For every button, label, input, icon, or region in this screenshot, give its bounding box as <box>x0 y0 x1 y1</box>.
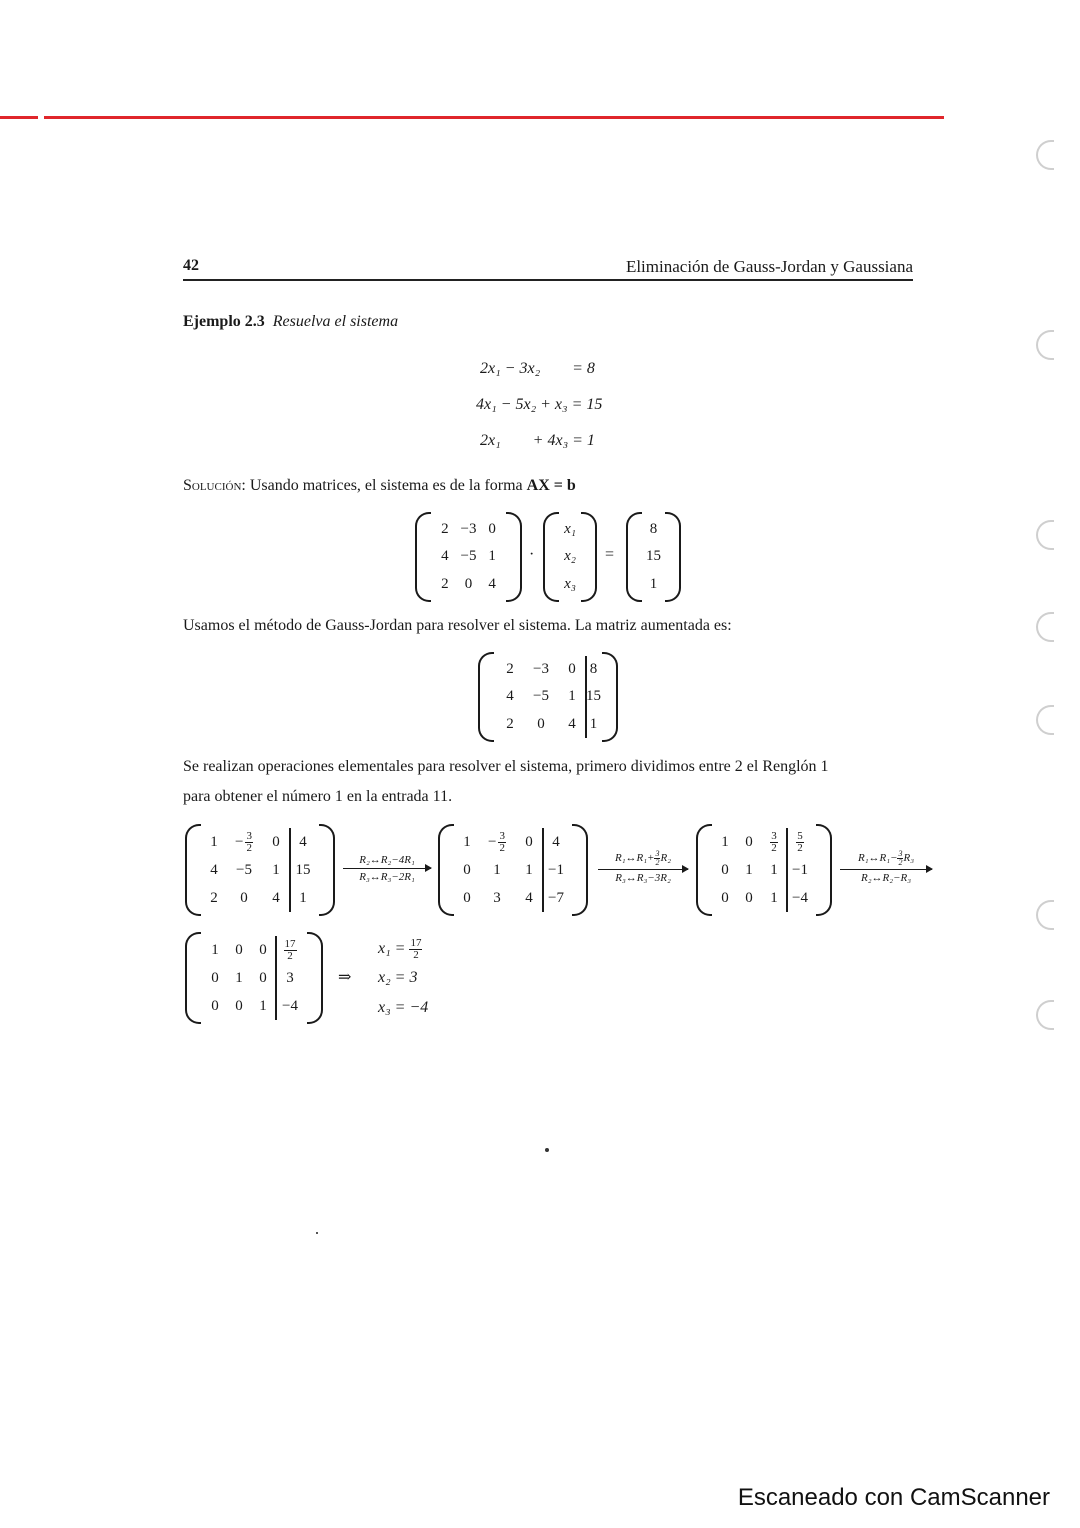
matrix-cell: 1 <box>488 548 496 565</box>
matrix-cell: 0 <box>745 833 753 850</box>
matrix-cell: 0 <box>259 969 267 986</box>
frac-num: 3 <box>246 829 252 842</box>
arrow-top-text: R₁↔R₁+ <box>614 852 655 865</box>
frac-num: 3 <box>771 829 777 842</box>
arrow-top-label <box>840 850 932 867</box>
matrix-cell: −5 <box>533 688 549 705</box>
frac-den: 2 <box>413 949 419 961</box>
arrow-icon <box>343 868 431 869</box>
matrix-cell: 0 <box>211 969 219 986</box>
frac-num: 3 <box>499 829 505 842</box>
augment-separator <box>289 828 291 912</box>
matrix-cell: 15 <box>295 861 311 878</box>
matrix-cell: 2 <box>441 575 449 592</box>
matrix-cell: 0 <box>721 889 729 906</box>
augmented-matrix <box>478 652 618 742</box>
matrix-cell: 2 <box>441 521 449 538</box>
matrix-cell: 15 <box>586 688 601 705</box>
header-rule <box>183 279 913 281</box>
matrix-cell: 4 <box>568 715 576 732</box>
matrix-cell: 1 <box>463 833 471 850</box>
row-operation-arrow-3 <box>840 850 932 884</box>
matrix-cell: 4 <box>272 889 280 906</box>
matrix-cell: − $\frac{3}{2}$ <box>235 829 252 854</box>
arrow-icon <box>840 869 932 870</box>
augment-separator <box>542 828 544 912</box>
matrix-cell: −5 <box>236 861 252 878</box>
row-operation-arrow-1 <box>343 854 431 883</box>
binder-ring-icon <box>1036 520 1054 550</box>
dot-operator: · <box>529 546 535 563</box>
arrow-top-label: R₂↔R₂−4R₁ <box>359 854 415 866</box>
matrix-cell: 1 <box>272 861 280 878</box>
matrix-cell: 0 <box>235 997 243 1014</box>
example-label: Ejemplo 2.3 <box>183 313 265 330</box>
matrix-cell: − $\frac{3}{2}$ <box>488 829 505 854</box>
top-red-line <box>0 116 38 119</box>
arrow-top-tail: R₃ <box>903 852 915 865</box>
vector-cell: x₃ <box>564 575 576 592</box>
matrix-cell: 1 <box>299 889 307 906</box>
top-red-line <box>44 116 944 119</box>
binder-ring-icon <box>1036 900 1054 930</box>
arrow-bottom-label: R₂↔R₂−R₃ <box>860 872 912 884</box>
matrix-cell: 1 <box>211 941 219 958</box>
solution-label: Solución: <box>183 477 246 494</box>
matrix-cell: 0 <box>259 941 267 958</box>
matrix-cell: 3 <box>286 969 294 986</box>
matrix-cell: −7 <box>548 889 564 906</box>
frac-num: 5 <box>797 829 803 842</box>
binder-ring-icon <box>1036 705 1054 735</box>
binder-ring-icon <box>1036 140 1054 170</box>
frac-den: 2 <box>797 841 803 854</box>
matrix-cell: 1 <box>770 889 778 906</box>
row-operation-arrow-2 <box>598 850 688 884</box>
augment-separator <box>585 656 587 738</box>
matrix-cell: 0 <box>463 861 471 878</box>
system-eq-3: 2x₁ + 4x₃ = 1 <box>480 432 595 449</box>
arrow-bottom-label: R₃↔R₃−2R₁ <box>359 871 415 883</box>
vector-cell: 15 <box>646 548 661 565</box>
scan-speck <box>545 1148 549 1152</box>
matrix-cell: 0 <box>235 941 243 958</box>
matrix-cell: 0 <box>272 833 280 850</box>
frac-den: 2 <box>655 858 660 867</box>
frac-den: 2 <box>499 841 505 854</box>
matrix-cell: 0 <box>525 833 533 850</box>
matrix-cell: 1 <box>493 861 501 878</box>
frac-den: 2 <box>771 841 777 854</box>
matrix-cell: −1 <box>792 861 808 878</box>
matrix-cell <box>284 939 297 962</box>
system-eq-2: 4x₁ − 5x₂ + x₃ = 15 <box>476 396 603 413</box>
matrix-cell: 0 <box>537 715 545 732</box>
arrow-bottom-label: R₃↔R₃−3R₂ <box>615 872 671 884</box>
vector-b <box>626 512 681 602</box>
matrix-cell: 0 <box>488 521 496 538</box>
matrix-A <box>415 512 522 602</box>
binder-ring-icon <box>1036 330 1054 360</box>
matrix-cell: 1 <box>568 688 576 705</box>
example-statement: Resuelva el sistema <box>272 313 399 330</box>
matrix-cell: 0 <box>240 889 248 906</box>
result-x1 <box>378 938 422 961</box>
frac-num: 3 <box>898 849 903 858</box>
matrix-cell: 1 <box>721 833 729 850</box>
result-x3: x₃ = −4 <box>378 999 429 1016</box>
operations-text-2: para obtener el número 1 en la entrada 11. <box>183 788 453 805</box>
vector-cell: x₂ <box>564 548 576 565</box>
matrix-cell: 1 <box>210 833 218 850</box>
matrix-cell: 1 <box>770 861 778 878</box>
equals-sign: = <box>605 546 615 563</box>
vector-x <box>543 512 597 602</box>
matrix-cell: 2 <box>506 661 514 678</box>
arrow-icon <box>598 869 688 870</box>
matrix-cell: 1 <box>525 861 533 878</box>
solution-line <box>183 477 576 495</box>
running-title: Eliminación de Gauss-Jordan y Gaussiana <box>625 257 913 276</box>
frac-den: 2 <box>287 949 293 962</box>
matrix-cell: −3 <box>460 521 477 538</box>
arrow-top-text: R₁↔R₁− <box>857 852 898 865</box>
matrix-cell: 0 <box>721 861 729 878</box>
augment-separator <box>275 936 277 1020</box>
matrix-cell: −4 <box>282 997 298 1014</box>
matrix-cell: 0 <box>464 575 473 592</box>
matrix-cell <box>796 831 804 854</box>
vector-cell: 8 <box>649 521 658 538</box>
matrix-cell: −4 <box>792 889 808 906</box>
frac-den: 2 <box>898 858 903 867</box>
frac-num: 17 <box>284 937 296 950</box>
binder-ring-icon <box>1036 612 1054 642</box>
matrix-cell: 0 <box>568 661 576 678</box>
vector-cell: 1 <box>649 575 658 592</box>
result-x2: x₂ = 3 <box>378 969 418 986</box>
arrow-top-tail: R₂ <box>660 852 672 865</box>
matrix-cell: 4 <box>210 861 218 878</box>
matrix-cell: −3 <box>533 661 549 678</box>
arrow-top-label <box>598 850 688 867</box>
final-matrix <box>185 932 323 1024</box>
example-heading <box>183 313 398 331</box>
augmented-intro: Usamos el método de Gauss-Jordan para resolver el sistema. La matriz aumentada es: <box>183 617 732 634</box>
matrix-cell: 2 <box>506 715 514 732</box>
solution-text: Usando matrices, el sistema es de la forma <box>249 477 523 494</box>
matrix-cell: 1 <box>235 969 243 986</box>
matrix-cell: 1 <box>589 715 598 732</box>
matrix-cell: 4 <box>506 688 514 705</box>
vector-cell: x₁ <box>564 521 576 538</box>
augment-separator <box>786 828 788 912</box>
matrix-cell: 4 <box>525 889 533 906</box>
matrix-cell: 1 <box>259 997 267 1014</box>
matrix-cell: 2 <box>210 889 218 906</box>
step1-matrix <box>185 824 335 916</box>
system-eq-1: 2x₁ − 3x₂ = 8 <box>480 360 595 377</box>
matrix-cell: 4 <box>552 833 560 850</box>
scan-speck <box>316 1232 318 1234</box>
matrix-cell: −1 <box>548 861 564 878</box>
matrix-cell: −5 <box>460 548 477 565</box>
binder-ring-icon <box>1036 1000 1054 1030</box>
matrix-cell: 4 <box>488 575 496 592</box>
matrix-cell: 1 <box>745 861 753 878</box>
operations-text-1: Se realizan operaciones elementales para resolver el sistema, primero dividimos entre 2 el Renglón 1 <box>183 758 829 775</box>
matrix-cell: 8 <box>589 661 598 678</box>
step2-matrix <box>438 824 588 916</box>
implies-icon: ⇒ <box>338 969 352 986</box>
frac-num: 17 <box>410 937 422 949</box>
camscanner-footer: Escaneado con CamScanner <box>737 1484 1050 1511</box>
page-number: 42 <box>183 257 199 274</box>
result-x1-label: x₁ = <box>378 940 406 958</box>
matrix-cell: 4 <box>299 833 307 850</box>
matrix-cell: 4 <box>441 548 449 565</box>
matrix-cell: 0 <box>211 997 219 1014</box>
solution-form: AX = b <box>526 477 576 494</box>
matrix-cell: 0 <box>745 889 753 906</box>
matrix-cell <box>770 831 778 854</box>
step3-matrix <box>696 824 832 916</box>
matrix-cell: 0 <box>463 889 471 906</box>
frac-den: 2 <box>246 841 252 854</box>
frac-num: 3 <box>655 849 660 858</box>
matrix-cell: 3 <box>493 889 501 906</box>
